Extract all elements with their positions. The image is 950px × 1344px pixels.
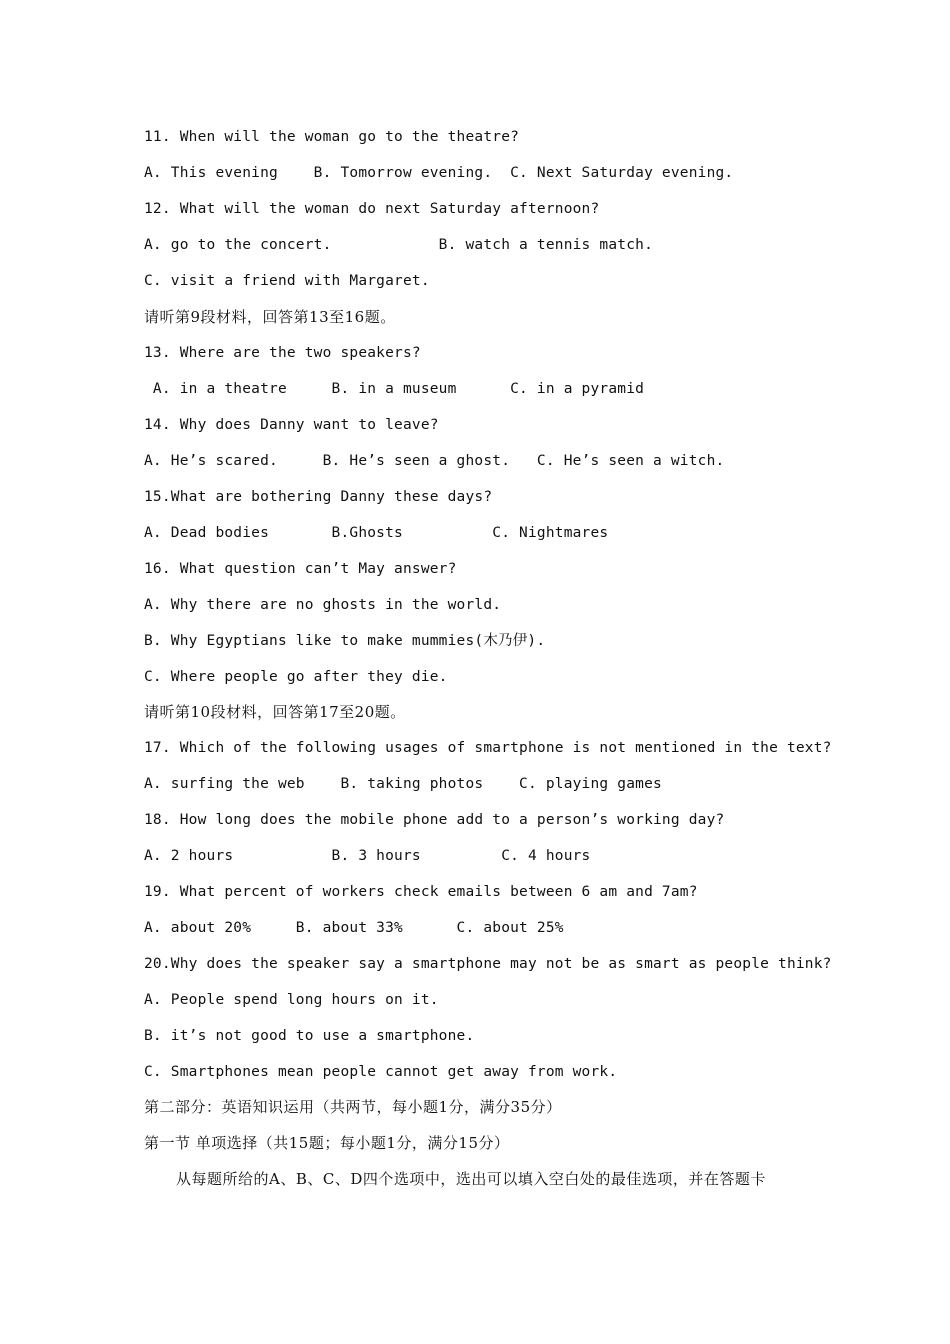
options-15: A. Dead bodies B.Ghosts C. Nightmares <box>144 525 609 541</box>
question-16: 16. What question can’t May answer? <box>144 561 457 577</box>
options-17: A. surfing the web B. taking photos C. playing games <box>144 776 662 792</box>
options-18: A. 2 hours B. 3 hours C. 4 hours <box>144 848 591 864</box>
section-one-heading: 第一节 单项选择（共15题；每小题1分，满分15分） <box>144 1134 510 1152</box>
question-13: 13. Where are the two speakers? <box>144 345 421 361</box>
option-16-c: C. Where people go after they die. <box>144 669 448 685</box>
option-20-b: B. it’s not good to use a smartphone. <box>144 1028 475 1044</box>
question-18: 18. How long does the mobile phone add to a person’s working day? <box>144 812 725 828</box>
question-20: 20.Why does the speaker say a smartphone may not be as smart as people think? <box>144 956 832 972</box>
question-14: 14. Why does Danny want to leave? <box>144 417 439 433</box>
section-instruction-9: 请听第9段材料，回答第13至16题。 <box>144 308 396 326</box>
question-12: 12. What will the woman do next Saturday afternoon? <box>144 201 600 217</box>
option-20-c: C. Smartphones mean people cannot get away from work. <box>144 1064 618 1080</box>
part-two-heading: 第二部分：英语知识运用（共两节，每小题1分，满分35分） <box>144 1098 562 1116</box>
option-16-a: A. Why there are no ghosts in the world. <box>144 597 502 613</box>
section-one-instruction: 从每题所给的A、B、C、D四个选项中，选出可以填入空白处的最佳选项，并在答题卡 <box>176 1170 766 1188</box>
options-14: A. He’s scared. B. He’s seen a ghost. C. He’s seen a witch. <box>144 453 725 469</box>
option-20-a: A. People spend long hours on it. <box>144 992 439 1008</box>
question-15: 15.What are bothering Danny these days? <box>144 489 493 505</box>
options-11: A. This evening B. Tomorrow evening. C. Next Saturday evening. <box>144 165 734 181</box>
options-13: A. in a theatre B. in a museum C. in a pyramid <box>144 381 645 397</box>
options-12-ab: A. go to the concert. B. watch a tennis match. <box>144 237 653 253</box>
section-instruction-10: 请听第10段材料，回答第17至20题。 <box>144 703 406 721</box>
question-11: 11. When will the woman go to the theatre? <box>144 129 520 145</box>
options-12-c: C. visit a friend with Margaret. <box>144 273 430 289</box>
question-19: 19. What percent of workers check emails between 6 am and 7am? <box>144 884 698 900</box>
question-17: 17. Which of the following usages of smartphone is not mentioned in the text? <box>144 740 832 756</box>
options-19: A. about 20% B. about 33% C. about 25% <box>144 920 564 936</box>
option-16-b: B. Why Egyptians like to make mummies(木乃伊). <box>144 633 546 649</box>
